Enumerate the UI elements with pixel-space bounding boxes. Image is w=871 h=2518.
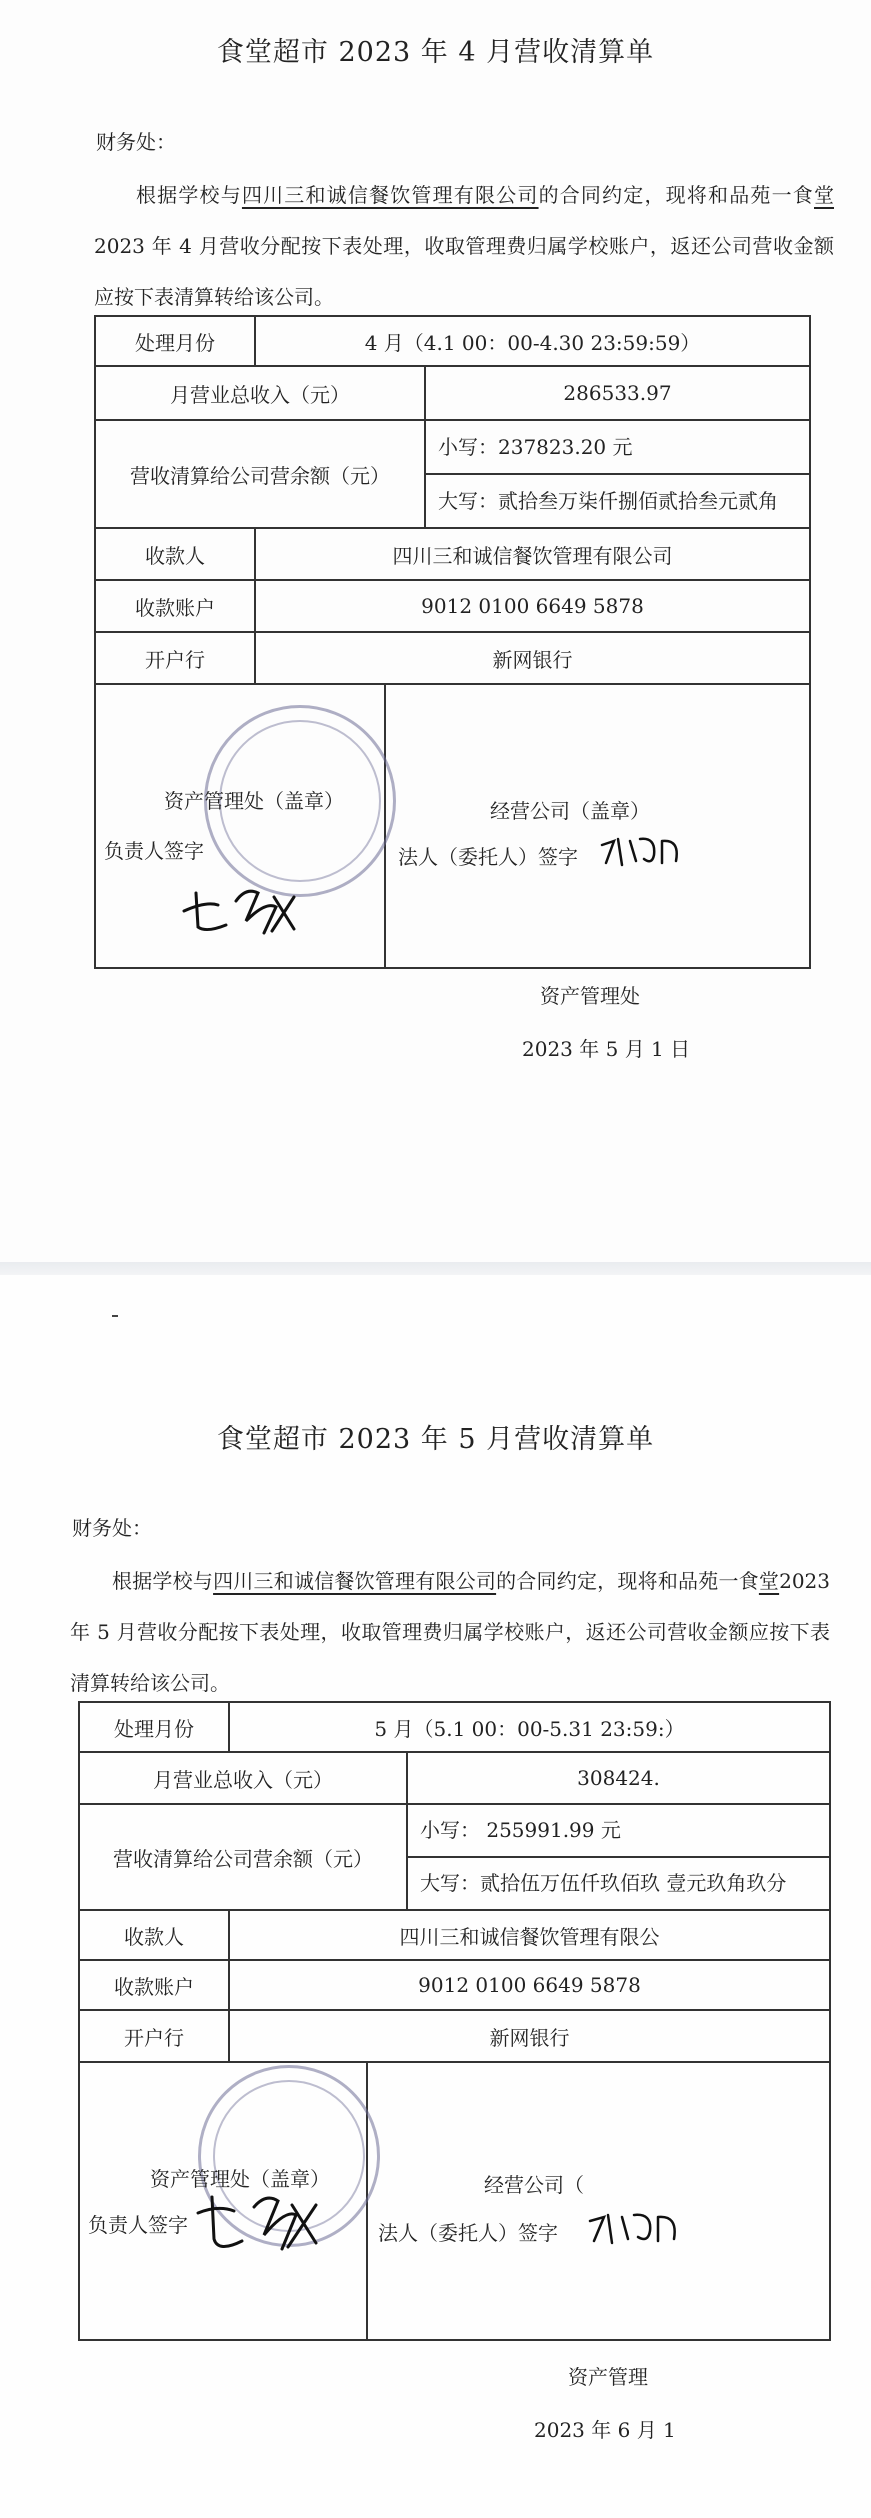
- return-big: 大写：贰拾叁万柒仟捌佰贰拾叁元贰角: [438, 489, 778, 513]
- bank-label: 开户行: [95, 632, 255, 684]
- page-title: 食堂超市 2023 年 5 月营收清算单: [216, 1424, 655, 1455]
- left-sign-cell: [95, 684, 385, 968]
- right-sign-cell: [367, 2062, 830, 2340]
- account-label: 收款账户: [79, 1960, 229, 2010]
- right-sign-title: 经营公司（盖章）: [490, 799, 650, 823]
- handwritten-signature: [596, 831, 686, 871]
- body-paragraph: [94, 170, 834, 323]
- company-name: 四川三和诚信餐饮管理有限公司: [213, 1569, 497, 1593]
- canteen-name-end: 堂: [814, 183, 834, 207]
- left-sign-title: 资产管理处（盖章）: [164, 789, 344, 813]
- period-value: 5 月（5.1 00：00-5.31 23:59:）: [229, 1702, 830, 1752]
- canteen-name-end: 堂: [758, 1569, 780, 1593]
- footer-date: 2023 年 6 月 1: [534, 2418, 676, 2442]
- footer-org: 资产管理: [568, 2365, 648, 2389]
- salutation: 财务处：: [96, 130, 176, 154]
- payee-label: 收款人: [79, 1910, 229, 1960]
- handwritten-signature: [584, 2205, 684, 2249]
- company-name: 四川三和诚信餐饮管理有限公司: [241, 183, 539, 207]
- settlement-table: [94, 315, 811, 969]
- account-label: 收款账户: [95, 580, 255, 632]
- return-small: 小写： 255991.99 元: [408, 1805, 829, 1858]
- account-value: 9012 0100 6649 5878: [229, 1960, 830, 2010]
- right-sign-cell: [385, 684, 810, 968]
- settlement-sheet-may: [0, 1275, 871, 2518]
- para-text-1: 根据学校与: [112, 1569, 214, 1593]
- period-label: 处理月份: [79, 1702, 229, 1752]
- bank-value: 新网银行: [229, 2010, 830, 2062]
- right-sign-person: 法人（委托人）签字: [398, 845, 578, 869]
- return-amount-cell: [425, 420, 810, 528]
- return-small: 小写：237823.20 元: [426, 421, 809, 475]
- body-paragraph: [70, 1556, 830, 1709]
- handwritten-signature: [176, 871, 306, 941]
- payee-value: 四川三和诚信餐饮管理有限公: [229, 1910, 830, 1960]
- page-separator: [0, 1262, 871, 1275]
- return-amount-cell: [407, 1804, 830, 1910]
- period-label: 处理月份: [95, 316, 255, 366]
- payee-value: 四川三和诚信餐饮管理有限公司: [255, 528, 810, 580]
- payee-label: 收款人: [95, 528, 255, 580]
- left-sign-person: 负责人签字: [104, 839, 204, 863]
- handwritten-signature: [188, 2183, 328, 2263]
- para-text-2: 的合同约定，现将和品苑一食: [538, 183, 814, 207]
- right-sign-person: 法人（委托人）签字: [378, 2221, 558, 2245]
- return-big: 大写：贰拾伍万伍仟玖佰玖 壹元玖角玖分: [420, 1871, 787, 1895]
- return-label: 营收清算给公司营余额（元）: [79, 1804, 407, 1910]
- account-value: 9012 0100 6649 5878: [255, 580, 810, 632]
- revenue-label: 月营业总收入（元）: [79, 1752, 407, 1804]
- left-sign-title: 资产管理处（盖章）: [150, 2167, 330, 2191]
- para-text-3: 2023 年 5 月营收分配按下表处理，收取管理费归属学校账户，返还公司营: [70, 1569, 831, 1644]
- revenue-value: 308424.: [407, 1752, 830, 1804]
- para-text-4: 收金额应按下表清算转给该公司。: [70, 1620, 830, 1695]
- revenue-value: 286533.97: [425, 366, 810, 420]
- footer-date: 2023 年 5 月 1 日: [522, 1037, 691, 1061]
- left-sign-cell: [79, 2062, 367, 2340]
- para-text-4: 收金额应按下表清算转给该公司。: [94, 234, 835, 309]
- para-text-1: 根据学校与: [136, 183, 242, 207]
- scan-speck: [112, 1315, 118, 1317]
- salutation: 财务处：: [72, 1516, 152, 1540]
- page-title: 食堂超市 2023 年 4 月营收清算单: [216, 37, 655, 68]
- left-sign-person: 负责人签字: [88, 2213, 188, 2237]
- footer-org: 资产管理处: [540, 984, 640, 1008]
- para-text-2: 的合同约定，现将和品苑一食: [496, 1569, 759, 1593]
- settlement-table: [78, 1701, 831, 2341]
- revenue-label: 月营业总收入（元）: [95, 366, 425, 420]
- right-sign-title: 经营公司（: [484, 2173, 584, 2197]
- para-text-3: 2023 年 4 月营收分配按下表处理，收取管理费归属学校账户，返还公司营: [94, 234, 773, 258]
- bank-value: 新网银行: [255, 632, 810, 684]
- period-value: 4 月（4.1 00：00-4.30 23:59:59）: [255, 316, 810, 366]
- return-label: 营收清算给公司营余额（元）: [95, 420, 425, 528]
- bank-label: 开户行: [79, 2010, 229, 2062]
